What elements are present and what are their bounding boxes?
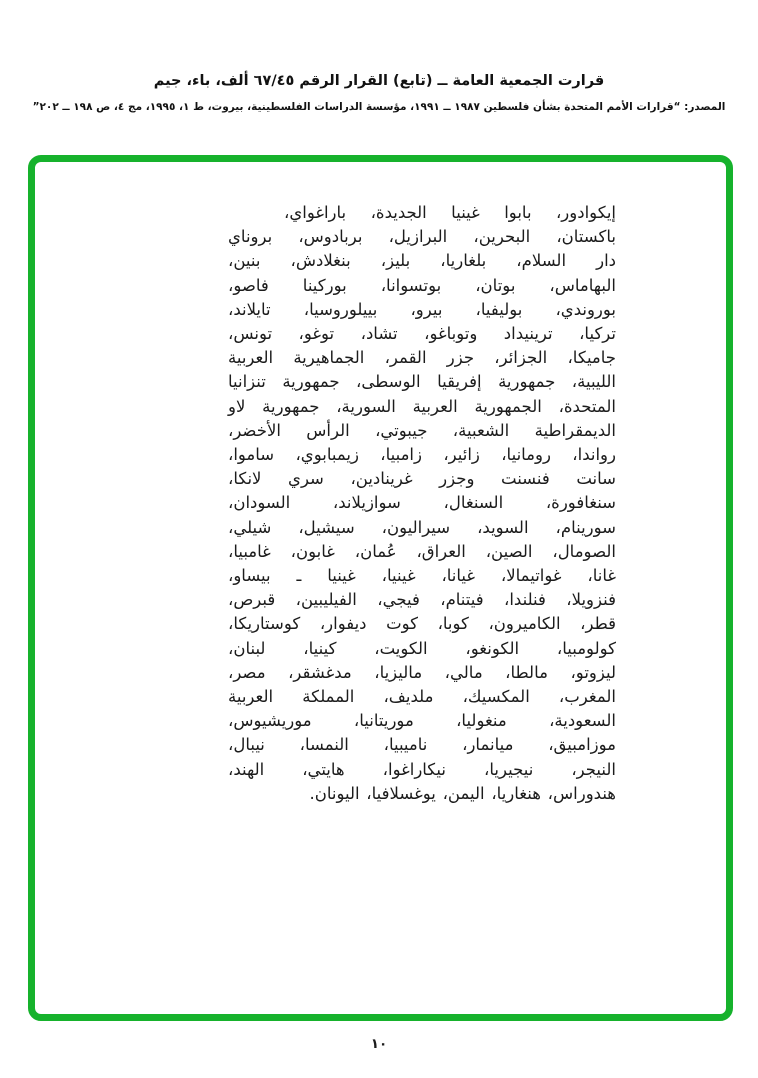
text-line: إيكوادور، بابوا غينيا الجديدة، باراغواي، [284, 203, 616, 222]
text-line: هندوراس، هنغاريا، اليمن، يوغسلافيا، اليونان. [309, 783, 616, 803]
text-line: فنزويلا، فنلندا، فيتنام، فيجي، الفيليبين، قبرص، [228, 590, 616, 610]
text-line: قطر، الكاميرون، كوبا، كوت ديفوار، كوستاريكا، [228, 614, 616, 634]
text-line: باكستان، البحرين، البرازيل، بربادوس، بروناي [228, 227, 616, 247]
text-line: الليبية، جمهورية إفريقيا الوسطى، جمهورية تنزانيا [228, 372, 616, 392]
text-line: تركيا، ترينيداد وتوباغو، تشاد، توغو، تونس، [228, 324, 616, 344]
text-line: سنغافورة، السنغال، سوازيلاند، السودان، [228, 493, 616, 513]
text-line: موزامبيق، ميانمار، ناميبيا، النمسا، نيبال، [228, 735, 616, 755]
text-line: السعودية، منغوليا، موريتانيا، موريشيوس، [228, 711, 616, 731]
text-line: رواندا، رومانيا، زائير، زامبيا، زيمبابوي، ساموا، [228, 445, 616, 465]
source-citation: المصدر: “قرارات الأمم المتحدة بشأن فلسطين ١٩٨٧ ــ ١٩٩١، مؤسسة الدراسات الفلسطينية، بيروت، ط ١، ١٩٩٥، مج ٤، ص ١٩٨ ــ ٢٠٢” [32, 101, 726, 113]
text-line: المتحدة، الجمهورية العربية السورية، جمهورية لاو [228, 396, 616, 416]
text-line: بوروندي، بوليفيا، بيرو، بييلوروسيا، تايلاند، [228, 299, 616, 319]
country-list-paragraph [228, 201, 616, 806]
text-line: دار السلام، بلغاريا، بليز، بنغلادش، بنين، [228, 251, 616, 271]
text-line: كولومبيا، الكونغو، الكويت، كينيا، لبنان، [228, 638, 616, 658]
text-line: سورينام، السويد، سيراليون، سيشيل، شيلي، [228, 517, 616, 537]
text-line: الديمقراطية الشعبية، جيبوتي، الرأس الأخضر، [228, 420, 616, 440]
page-number: ١٠ [370, 1036, 388, 1052]
text-line: ليزوتو، مالطا، مالي، ماليزيا، مدغشقر، مصر، [228, 662, 616, 682]
document-title: قرارت الجمعية العامة ــ (تابع) القرار الرقم ٦٧/٤٥ ألف، باء، جيم [153, 73, 605, 89]
text-line: الصومال، الصين، العراق، عُمان، غابون، غامبيا، [228, 541, 616, 561]
text-line: النيجر، نيجيريا، نيكاراغوا، هايتي، الهند، [228, 759, 616, 779]
text-line: المغرب، المكسيك، ملديف، المملكة العربية [228, 687, 616, 707]
text-line: البهاماس، بوتان، بوتسوانا، بوركينا فاصو، [228, 275, 616, 295]
text-line: جاميكا، الجزائر، جزر القمر، الجماهيرية العربية [228, 348, 616, 368]
text-line: غانا، غواتيمالا، غيانا، غينيا، غينيا ـ بيساو، [228, 566, 616, 586]
text-line: سانت فنسنت وجزر غرينادين، سري لانكا، [228, 469, 616, 489]
